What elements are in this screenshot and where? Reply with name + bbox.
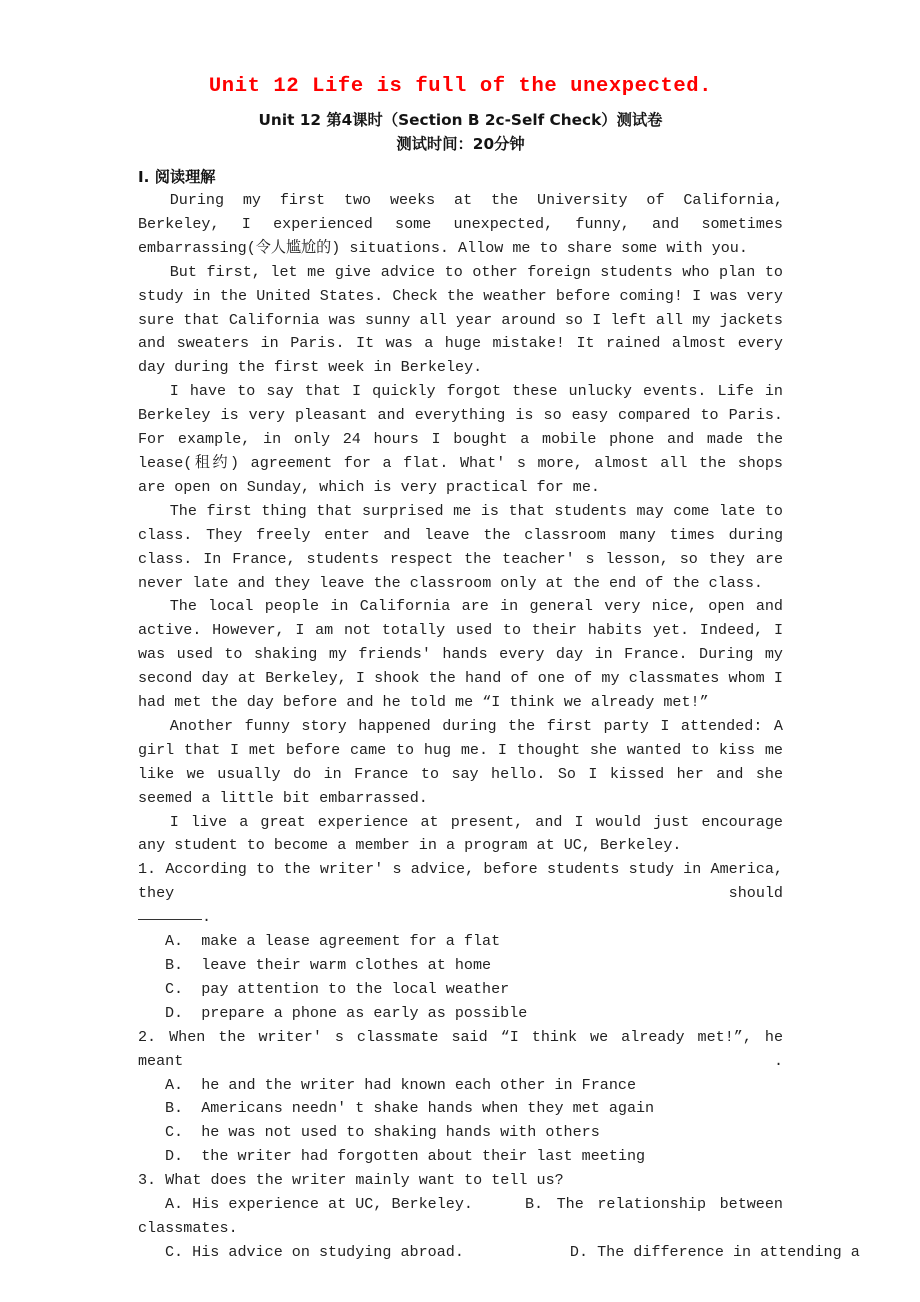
subtitle-line-2: 测试时间：20分钟: [396, 135, 525, 153]
question-2-option-b[interactable]: B. Americans needn' t shake hands when they met again: [165, 1099, 655, 1118]
question-3-option-d[interactable]: D. The difference in attending a: [569, 1242, 860, 1261]
answer-blank-underline[interactable]: [138, 907, 202, 920]
passage-paragraph-7: I live a great experience at present, and I would just encourage any student to become a member in a program at UC, Berkeley.: [138, 812, 783, 855]
question-1-blank-suffix: .: [202, 908, 212, 927]
question-3-option-a[interactable]: A. His experience at UC, Berkeley.: [165, 1195, 473, 1214]
passage-paragraph-3: I have to say that I quickly forgot these unlucky events. Life in Berkeley is very pleasant and everything is so easy compared to Paris. For example, in only 24 hours I bought a mobile phone and made the lease(租约) agreement for a flat. What' s more, almost all the shops are open on Sunday, which is very practical for me.: [138, 382, 783, 496]
passage-paragraph-2: But first, let me give advice to other foreign students who plan to study in the United States. Check the weather before coming! I was very sure that California was sunny all year around so I left all my jackets and sweaters in Paris. It was a huge mistake! It rained almost every day during the first week in Berkeley.: [138, 262, 783, 377]
question-1-stem: 1. According to the writer' s advice, before students study in America, they should: [138, 860, 783, 903]
question-3-option-row-ab: [138, 1193, 783, 1217]
question-2-option-c[interactable]: C. he was not used to shaking hands with others: [165, 1123, 600, 1142]
question-1-option-c[interactable]: C. pay attention to the local weather: [165, 979, 510, 998]
question-2-option-d[interactable]: D. the writer had forgotten about their last meeting: [165, 1147, 646, 1166]
question-3-option-c[interactable]: C. His advice on studying abroad.: [165, 1242, 464, 1261]
question-1-option-b[interactable]: B. leave their warm clothes at home: [165, 956, 492, 974]
question-3-option-b-part-1: B.: [524, 1195, 544, 1214]
question-2-stem: 2. When the writer' s classmate said “I think we already met!”, he meant .: [138, 1027, 783, 1070]
page-title: Unit 12 Life is full of the unexpected.: [208, 75, 713, 98]
subtitle-line-1: Unit 12 第4课时（Section B 2c-Self Check）测试卷: [258, 111, 663, 129]
question-3-stem: 3. What does the writer mainly want to tell us?: [138, 1171, 564, 1190]
passage-paragraph-5: The local people in California are in general very nice, open and active. However, I am not totally used to their habits yet. Indeed, I was used to shaking my friends' hands every day in France. During my second day at Berkeley, I shook the hand of one of my classmates whom I had met the day before and he told me “I think we already met!”: [138, 597, 783, 712]
question-3-option-b-part-2: The: [556, 1195, 584, 1214]
question-3-option-b[interactable]: [473, 1193, 783, 1217]
passage-paragraph-4: The first thing that surprised me is that students may come late to class. They freely enter and leave the classroom many times during class. In France, students respect the teacher' s lesson, so they are never late and they leave the classroom only at the end of the class.: [138, 501, 783, 592]
question-2-option-a[interactable]: A. he and the writer had known each other in France: [165, 1075, 637, 1094]
passage-paragraph-6: Another funny story happened during the first party I attended: A girl that I met before came to hug me. I thought she wanted to kiss me like we usually do in France to say hello. So I kissed her and she seemed a little bit embarrassed.: [138, 716, 783, 807]
question-3-option-b-part-4: between: [719, 1195, 783, 1214]
passage-paragraph-1: During my first two weeks at the University of California, Berkeley, I experienced some unexpected, funny, and sometimes embarrassing(令人尴尬的) situations. Allow me to share some with you.: [138, 191, 783, 257]
document-content: [138, 0, 860, 1265]
question-1-option-a[interactable]: A. make a lease agreement for a flat: [165, 932, 501, 951]
section-heading-reading: I. 阅读理解: [138, 168, 216, 186]
question-1-answer-blank[interactable]: [138, 906, 783, 930]
question-3-option-b-wrap: classmates.: [138, 1218, 238, 1237]
question-3-option-b-part-3: relationship: [597, 1195, 707, 1214]
question-3-option-row-cd: [138, 1241, 860, 1265]
question-1-option-d[interactable]: D. prepare a phone as early as possible: [165, 1003, 528, 1022]
